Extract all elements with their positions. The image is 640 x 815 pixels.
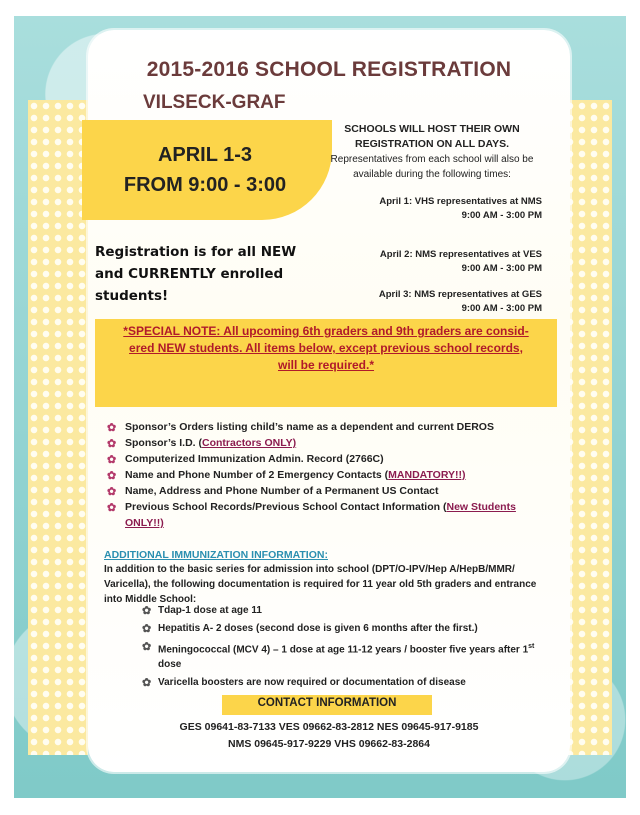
special-line-2: ered NEW students. All items below, except previous school records,: [129, 341, 523, 355]
date-days: APRIL 1-3: [157, 144, 253, 166]
rep-2-line-1: April 2: NMS representatives at VES: [379, 249, 542, 260]
flower-bullet-icon: ✿: [107, 502, 117, 514]
list-item: ✿ Sponsor’s I.D. (Contractors ONLY): [107, 437, 297, 450]
contact-phones-1: GES 09641-83-7133 VES 09662-83-2812 NES 09645-917-9185: [179, 721, 479, 733]
page-subtitle: VILSECK-GRAF: [143, 92, 286, 113]
rep-1-line-2: 9:00 AM - 3:00 PM: [461, 210, 542, 221]
flower-bullet-icon: ✿: [107, 470, 117, 482]
contractors-only-link[interactable]: Contractors ONLY): [202, 437, 297, 449]
immunization-intro: In addition to the basic series for admission into school (DPT/O-IPV/Hep A/HepB/MMR/ Varicella), the following documentation is required for 11 year old 5th graders and entrance into Middle School:: [104, 564, 537, 605]
registration-note: [95, 241, 325, 307]
host-line-2: REGISTRATION ON ALL DAYS.: [354, 138, 509, 150]
list-item: ✿ Name, Address and Phone Number of a Permanent US Contact: [107, 485, 439, 498]
date-highlight: [82, 120, 332, 220]
reg-note-line-2: and CURRENTLY enrolled: [95, 266, 284, 282]
rep-schedule-3: [379, 288, 542, 316]
flower-bullet-icon: ✿: [107, 454, 117, 466]
immunization-list: [140, 603, 540, 693]
dotted-border-left: [28, 100, 88, 755]
new-students-link[interactable]: New Students ONLY!!): [125, 501, 516, 529]
list-item: ✿ Meningococcal (MCV 4) – 1 dose at age 11-12 years / booster five years after 1st dose: [142, 641, 535, 671]
rep-schedule-2: [380, 248, 542, 276]
reg-note-line-3: students!: [95, 288, 169, 304]
rep-1-line-1: April 1: VHS representatives at NMS: [379, 196, 542, 207]
flower-bullet-icon: ✿: [142, 623, 152, 635]
rep-3-line-2: 9:00 AM - 3:00 PM: [461, 303, 542, 314]
flower-bullet-icon: ✿: [107, 486, 117, 498]
list-item: ✿ Name and Phone Number of 2 Emergency Contacts (MANDATORY!!): [107, 469, 466, 482]
immunization-heading: ADDITIONAL IMMUNIZATION INFORMATION:: [104, 549, 328, 561]
special-line-1: *SPECIAL NOTE: All upcoming 6th graders and 9th graders are consid-: [123, 324, 529, 338]
rep-2-line-2: 9:00 AM - 3:00 PM: [461, 263, 542, 274]
contact-phones-2: NMS 09645-917-9229 VHS 09662-83-2864: [228, 738, 430, 750]
host-line-3: Representatives from each school will also be: [330, 154, 534, 165]
special-note: [110, 323, 542, 374]
special-line-3: will be required.*: [277, 358, 375, 372]
host-line-1: SCHOOLS WILL HOST THEIR OWN: [344, 123, 520, 135]
page-title: 2015-2016 SCHOOL REGISTRATION: [146, 58, 512, 81]
flower-bullet-icon: ✿: [142, 641, 152, 653]
flower-bullet-icon: ✿: [142, 677, 152, 690]
list-item: ✿ Hepatitis A- 2 doses (second dose is given 6 months after the first.): [142, 623, 478, 635]
requirements-list: [105, 419, 535, 531]
flower-bullet-icon: ✿: [107, 422, 117, 434]
host-line-4: available during the following times:: [353, 169, 511, 180]
list-item: ✿ Computerized Immunization Admin. Record (2766C): [107, 453, 384, 466]
mandatory-link[interactable]: MANDATORY!!): [388, 469, 466, 481]
list-item: ✿ Previous School Records/Previous School Contact Information (New Students ONLY!!): [107, 501, 516, 529]
list-item: ✿ Sponsor’s Orders listing child’s name as a dependent and current DEROS: [107, 421, 494, 434]
list-item: ✿ Varicella boosters are now required or documentation of disease: [142, 677, 466, 690]
date-times: FROM 9:00 - 3:00: [123, 174, 287, 196]
rep-schedule-1: [379, 195, 542, 223]
contact-heading: CONTACT INFORMATION: [257, 697, 397, 709]
flower-bullet-icon: ✿: [107, 438, 117, 450]
list-item: ✿ Tdap-1 dose at age 11: [142, 605, 262, 617]
flower-bullet-icon: ✿: [142, 605, 152, 617]
host-info: [320, 122, 544, 182]
rep-3-line-1: April 3: NMS representatives at GES: [378, 289, 542, 300]
reg-note-line-1: Registration is for all NEW: [95, 244, 297, 260]
